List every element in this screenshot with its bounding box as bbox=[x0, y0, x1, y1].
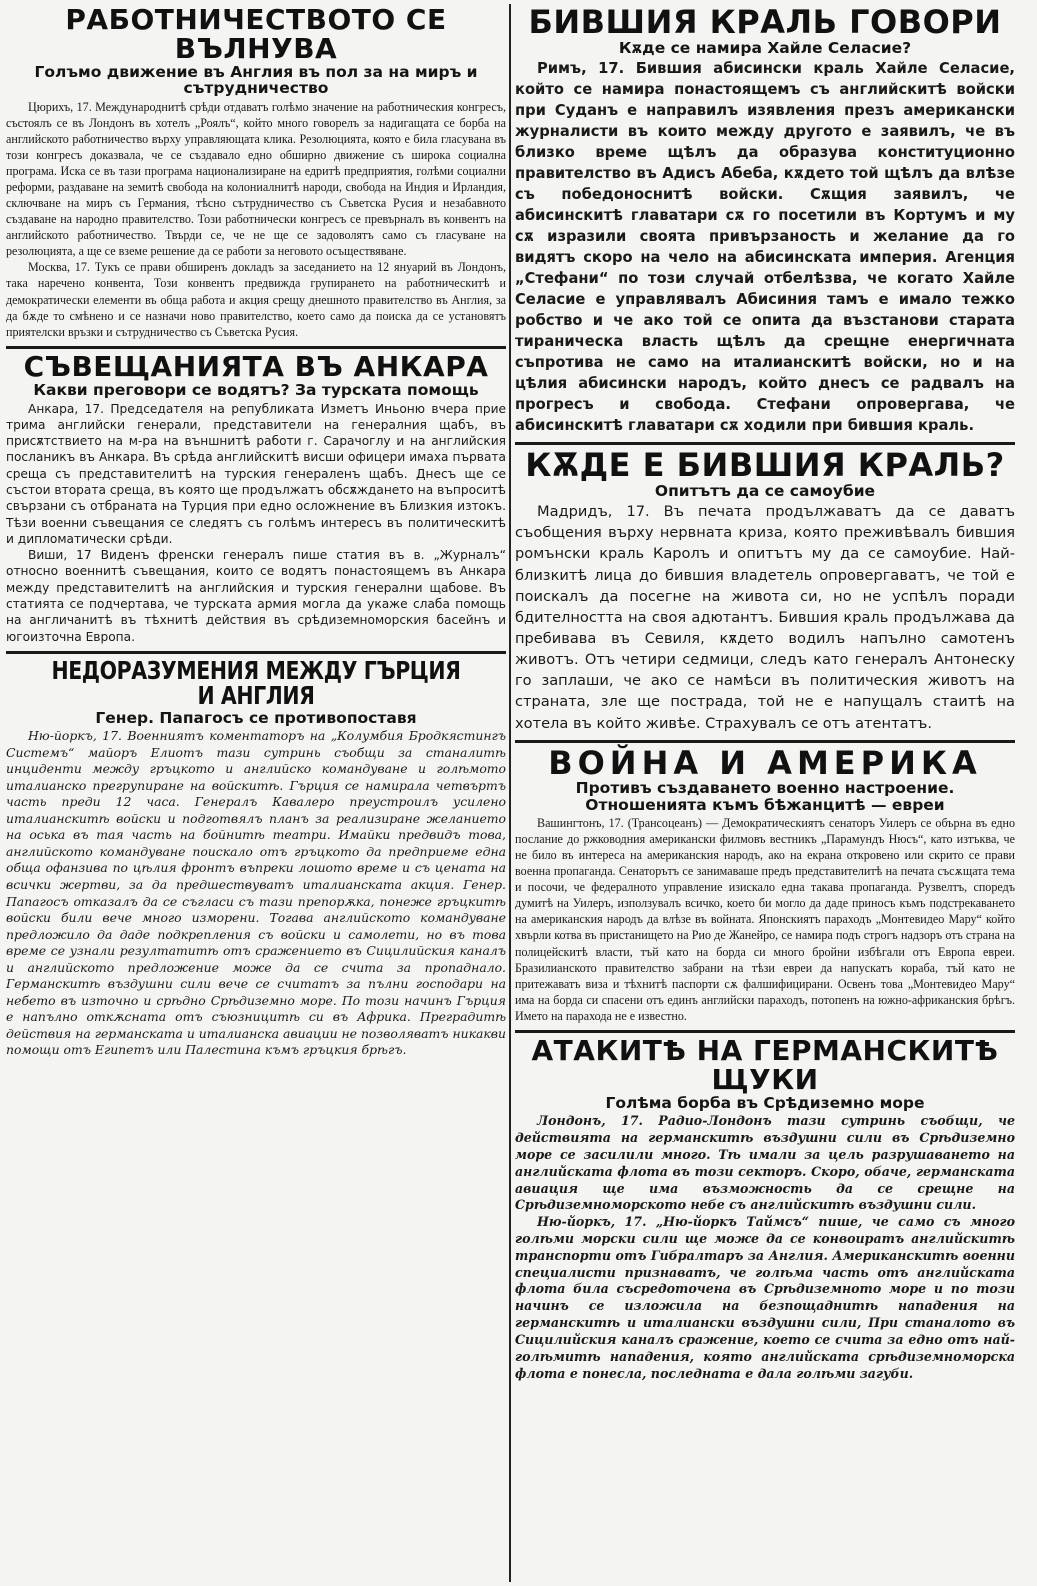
headline: ВОЙНА И АМЕРИКА bbox=[548, 743, 982, 782]
paragraph: Ню-йоркъ, 17. Военниятъ коментаторъ на „Колумбия Бродкястингъ Системъ“ майоръ Елиотъ тази сутринь съобщи за станалитѣ инциденти между гръцкото и английско командуване и голѣмото италианско прегрупиране на войскитѣ. Гърция се намирала четвъртъ часть преди 12 часа. Генералъ Кавалеро преустроилъ усилено италианскитѣ войски и подготвялъ планъ за реализиране желанието на оська въ тая часть на бойнитѣ театри. Имайки предвидъ това, английското командуване поискало отъ гръцкото да предприеме една обща офанзива по цѣлия фронтъ въпреки лошото време и съ цената на всички жертви, за да предшествуватъ италианската акция. Генер. Папагосъ отказалъ да се съгласи съ тази препорѫка, понеже гръцкитѣ войски били вече много изморени. Тогава английското командуване предложило да даде подкрепления съ войски и самолети, но въ това време се узнали резултатитѣ отъ сражението въ Сицилийския каналъ и английското предложение може да се счита за пропаднало. Германскитѣ въздушни сили вече се считатъ за пълни господари на небето въ източно и срѣдно Срѣдиземно море. По този начинъ Гърция е напълно откѫснатa отъ съюзницитѣ си въ Африка. Преградитѣ действия на германската и италианска авиации не позволяватъ никакви помощи отъ Египетъ или Палестина къмъ гръцкия брѣгъ. bbox=[6, 728, 506, 1058]
article-german-stukas bbox=[515, 1030, 1015, 1382]
article-where-is-former-king bbox=[515, 442, 1015, 734]
subhead: Голъмо движение въ Англия въ пол за на миръ и сътрудничество bbox=[34, 63, 478, 98]
subhead: Генер. Папагосъ се противопоставя bbox=[95, 708, 417, 727]
subhead: Противъ създаването военно настроение. Отношенията къмъ бѣжанцитѣ — евреи bbox=[575, 779, 955, 814]
article-war-and-america bbox=[515, 740, 1015, 1024]
paragraph: Вашингтонъ, 17. (Трансоцеанъ) — Демократическиятъ сенаторъ Уилеръ се обърна въ едно послание до ржководния американски филмовъ вестникъ „Парамундъ Нюсъ“, като изтъква, че не било въ интереса на американския народъ, ако на екрана откровено или скрито се прави военна пропаганда. Сенаторътъ се занимаваше предъ представителитѣ на печата съсѫщата тема и посочи, че федералното управление изискало една такава пропаганда. Рузвелтъ, споредъ думитѣ на Уилеръ, използувалъ всичко, което би могло да даде приносъ къмъ подстрекаването на американския народъ да влѣзе въ войната. Японскиятъ параходъ „Монтевидео Мару“ който хвърли котва въ пристанището на Рио де Жанейро, се намира подъ строгъ надзоръ отъ страна на полицейскитѣ власти, тъй като на борда си много бройни избѣгали отъ Европа евреи. Бразилианското правителство забрани на тѣзи евреи да напускатъ кораба, тъй като не притежаватъ виза и тѣхнитѣ паспорти сѫ фалшифицирани. Освенъ това „Монтевидео Мару“ има на борда си спасени отъ единъ английски параходъ, потопенъ на южно-африканския брѣгъ. Името на парахода не е известно. bbox=[515, 815, 1015, 1023]
headline: БИВШИЯ КРАЛЬ ГОВОРИ bbox=[528, 6, 1002, 41]
paragraph: Москва, 17. Тукъ се прави обширенъ докладъ за заседанието на 12 януарий въ Лондонъ, така нареченo конвента, Този конвентъ предвижда групирането на работническитѣ и демократически елементи въ обща работа и акция срещу днешното правителство въ Англия, за да бѫде то смѣнено и се назначи ново правителство, което само да поиска да се установятъ приятелски връзки и сътрудничество съ Съветска Русия. bbox=[6, 260, 506, 339]
paragraph: Анкара, 17. Председателя на републиката Изметъ Иньоню вчера прие трима английски генерали, представители на генералния щабъ, въ присѫтствието на м-ра на външнитѣ работи г. Сарачоглу и на английския посланикъ въ Анкара. Въ срѣда английскитѣ висши офицери имаха първата среща съ представителитѣ на турския генераленъ щабъ. Днесъ ще се състои втората среща, въ която ще продължатъ обсѫждането на въпроситѣ свързани съ отбраната на Турция при едно осложнение въ Близкия изтокъ. Тѣзи военни съвещания се следятъ съ голѣмъ интересъ въ политическитѣ и дипломатически срѣди. bbox=[6, 401, 506, 546]
headline: НЕДОРАЗУМЕНИЯ МЕЖДУ ГЪРЦИЯ И АНГЛИЯ bbox=[51, 655, 461, 711]
paragraph: Лондонъ, 17. Радио-Лондонъ тази сутринь съобщи, че действията на германскитѣ въздушни сили въ Срѣдиземно море се засилили много. Тѣ имали за цель разрушаването на английската флота въ този секторъ. Скоро, обаче, германската авиация ще има възможность да се срещне на Срѣдиземноморското небе съ английскитѣ въздушни сили. bbox=[515, 1113, 1015, 1213]
subhead: Какви преговори се водятъ? За турската помощь bbox=[33, 381, 479, 400]
subhead: Голѣма борба въ Срѣдиземно море bbox=[605, 1094, 925, 1113]
paragraph: Римъ, 17. Бившия абисински краль Хайле Селасие, който се намира понастоящемъ съ английскитѣ войски при Суданъ е направилъ изявления презъ американски журналисти въ които между другото е заявилъ, че въ близко време щѣлъ да образува конституционно правителство въ Адисъ Абеба, кѫдето той щѣлъ да влѣзе съ победоноснитѣ войски. Сѫщия заявилъ, че абисинскитѣ главатари сѫ го посетили въ Кортумъ и му сѫ изразили своята привързаность и желание да го видятъ скоро на чело на абисинската империя. Агенция „Стефани“ по този случай отбелѣзва, че когато Хайле Селасие е управлявалъ Абисиния тамъ е имало тежко робство и че ако той се опита да възстанови старата тираническа власть щѣлъ да срещне енергичната съпротива не само на италианскитѣ войски, но и на цѣлия абисински народъ, който днесъ се радвалъ на прогресъ и свобода. Стефани опровергава, че абисинскитѣ главатари сѫ ходили при бившия краль. bbox=[515, 59, 1015, 435]
headline: СЪВЕЩАНИЯТА ВЪ АНКАРА bbox=[23, 349, 489, 383]
paragraph: Ню-йоркъ, 17. „Ню-йоркъ Таймсъ“ пише, че само съ много голѣми морски сили ще може да се конвоиратъ английскитѣ транспорти отъ Гибралтаръ за Англия. Американскитѣ военни специалисти признаватъ, че голѣма часть отъ английската флота била съсредоточена въ Срѣдиземното море и по този начинъ се изложила на безпощаднитѣ нападения на германскитѣ и италиански въздушни сили, При станалото въ Сицилийския каналъ сражение, което се счита за едно отъ най-голѣмитѣ нападения, която английската срѣдиземноморска флота е понесла, последната е дала голѣми загуби. bbox=[515, 1214, 1015, 1381]
paragraph: Цюрихъ, 17. Международнитѣ срѣди отдаватъ голѣмо значение на работническия конгресъ, състоялъ се въ Лондонъ въ хотелъ „Роялъ“, който много говорелъ за надигащата се борба на английското работничество върху управляющата клика. Резолюцията, която е била гласувана въ този конгресъ доказвала, че се създавало едно обширно движение съ широка социална програма. Иска се въ тази програма национализиране на едритѣ предприятия, голѣми социални реформи, раздаване на земитѣ свобода на колониалнитѣ народи, свобода на Индия и Ирландия, сключване на миръ съ Германия, тѣсно сътрудничество съ Съветска Русия и незабавното създаване на народно правителство. Този работнически конгресъ се превърналъ въ конвентъ на английското работничество. Твърди се, че не ще се задоволятъ само съ гласуване на резолюцията, а ще се вземе решение да се работи за неговото осъществяване. bbox=[6, 99, 506, 259]
article-workers-movement bbox=[6, 6, 506, 340]
right-column bbox=[515, 6, 1015, 1580]
headline: КѪДЕ Е БИВШИЯ КРАЛЬ? bbox=[525, 446, 1005, 485]
column-divider bbox=[509, 4, 511, 1582]
left-column bbox=[6, 6, 506, 1580]
paragraph: Мадридъ, 17. Въ печата продължаватъ да се даватъ съобщения върху нервната криза, която преживѣвалъ бившия ромънски краль Каролъ и опитътъ му да се самоубие. Най-близкитѣ лица до бившия владетель опровергаватъ, че той е поискалъ да посегне на живота си, но не успѣлъ поради бдителността на своя адютантъ. Бившия краль продължава да пребивава въ Севиля, кѫдето водилъ напълно самотенъ животъ. Отъ четири седмици, следъ като генералъ Антонеску го заплаши, че ако се намѣси въ политическия животъ на страната, зле ще пострада, той не е напущалъ стаитѣ на хотела въ който живѣе. Страхувалъ се отъ атентатъ. bbox=[515, 503, 1015, 732]
article-greece-england bbox=[6, 651, 506, 1059]
headline: АТАКИТѢ НА ГЕРМАНСКИТѢ ЩУКИ bbox=[531, 1033, 999, 1096]
subhead: Опитътъ да се самоубие bbox=[654, 481, 876, 500]
headline: РАБОТНИЧЕСТВОТО СЕ ВЪЛНУВА bbox=[65, 6, 447, 65]
article-ankara-talks bbox=[6, 346, 506, 645]
subhead: Кѫде се намира Хайле Селасие? bbox=[618, 38, 912, 57]
article-former-king-speaks bbox=[515, 6, 1015, 436]
paragraph: Виши, 17 Виденъ френски генералъ пише статия въ в. „Журналъ“ относно военнитѣ съвещания, които се водятъ понастоящемъ въ Анкара между представителитѣ на английския и турския генерални щабове. Въ статията се подчертава, че турската армия могла да укаже слаба помощь на англичанитѣ въ тѣхнитѣ действия въ срѣдиземноморския басейнъ и югоизточна Европа. bbox=[6, 548, 506, 644]
